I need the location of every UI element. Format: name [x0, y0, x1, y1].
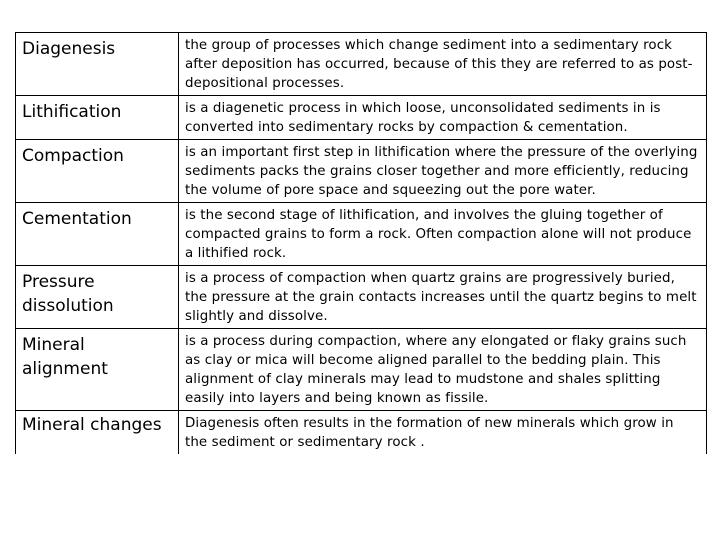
definition-cell: is a process of compaction when quartz grains are progressively buried, the pressure at the grain contacts increases until the quartz begins to melt slightly and dissolve.	[179, 266, 707, 329]
table-row	[16, 266, 707, 329]
glossary-table	[15, 32, 707, 454]
definition-cell: the group of processes which change sediment into a sedimentary rock after deposition has occurred, because of this they are referred to as post-depositional processes.	[179, 33, 707, 96]
definition-cell: is a diagenetic process in which loose, unconsolidated sediments in is converted into sedimentary rocks by compaction & cementation.	[179, 96, 707, 140]
term-cell: Mineral changes	[16, 411, 179, 455]
term-cell: Pressure dissolution	[16, 266, 179, 329]
table-row	[16, 411, 707, 455]
definition-cell: Diagenesis often results in the formation of new minerals which grow in the sediment or sedimentary rock .	[179, 411, 707, 455]
term-cell: Compaction	[16, 140, 179, 203]
definition-cell: is a process during compaction, where any elongated or flaky grains such as clay or mica will become aligned parallel to the bedding plain. This alignment of clay minerals may lead to mudstone and shales splitting easily into layers and being known as fissile.	[179, 329, 707, 411]
table-row	[16, 329, 707, 411]
term-cell: Cementation	[16, 203, 179, 266]
table-row	[16, 96, 707, 140]
term-cell: Diagenesis	[16, 33, 179, 96]
definition-cell: is the second stage of lithification, and involves the gluing together of compacted grains to form a rock. Often compaction alone will not produce a lithified rock.	[179, 203, 707, 266]
term-cell: Mineral alignment	[16, 329, 179, 411]
definition-cell: is an important first step in lithification where the pressure of the overlying sediments packs the grains closer together and more efficiently, reducing the volume of pore space and squeezing out the pore water.	[179, 140, 707, 203]
table-row	[16, 140, 707, 203]
table-row	[16, 203, 707, 266]
table-row	[16, 33, 707, 96]
term-cell: Lithification	[16, 96, 179, 140]
